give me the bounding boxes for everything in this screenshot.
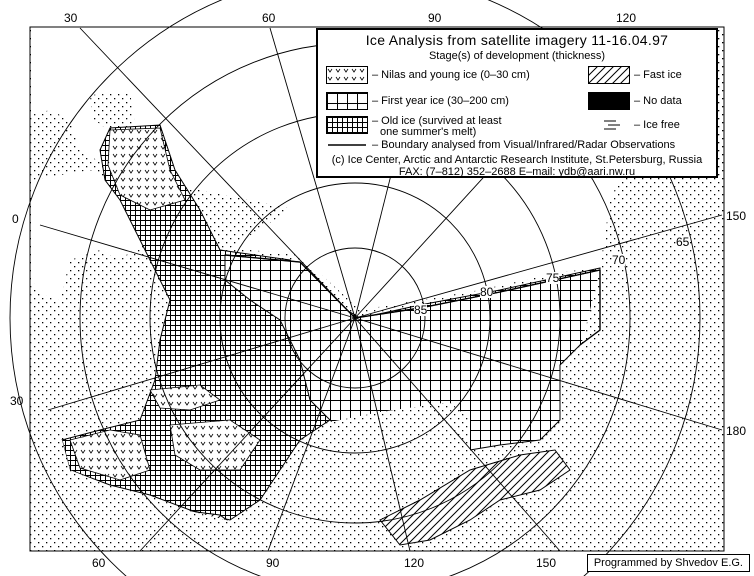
lon-label-bottom-90: 90 bbox=[266, 556, 280, 570]
legend-old-2: one summer's melt) bbox=[380, 126, 477, 138]
lon-label-top-120: 120 bbox=[616, 11, 637, 25]
lon-label-top-60: 60 bbox=[262, 11, 276, 25]
lon-label-bottom-150: 150 bbox=[536, 556, 557, 570]
no-data-swatch bbox=[588, 92, 630, 110]
ice-free-icon bbox=[602, 118, 622, 132]
legend-panel bbox=[316, 28, 718, 178]
lon-label-bottom-60: 60 bbox=[92, 556, 106, 570]
legend-boundary: – Boundary analysed from Visual/Infrared/Radar Observations bbox=[372, 139, 676, 151]
boundary-line-icon bbox=[326, 140, 368, 150]
legend-icefree: – Ice free bbox=[634, 119, 680, 131]
lon-label-bottom-120: 120 bbox=[404, 556, 425, 570]
legend-fast: – Fast ice bbox=[634, 69, 682, 81]
nilas-swatch bbox=[326, 66, 368, 84]
lon-label-top-30: 30 bbox=[64, 11, 78, 25]
credit-box: Programmed by Shvedov E.G. bbox=[587, 554, 750, 572]
lon-label-left-0: 0 bbox=[12, 212, 19, 226]
lon-label-right-150: 150 bbox=[726, 209, 747, 223]
lat-label-65: 65 bbox=[676, 235, 690, 249]
lat-label-75: 75 bbox=[546, 271, 560, 285]
land-alaska-canada bbox=[580, 262, 722, 460]
legend-first-year: – First year ice (30–200 cm) bbox=[372, 95, 509, 107]
lon-label-left-30: 30 bbox=[10, 394, 24, 408]
lat-label-70: 70 bbox=[612, 253, 626, 267]
first-year-swatch bbox=[326, 92, 368, 110]
legend-title: Ice Analysis from satellite imagery 11-16.04.97 bbox=[365, 32, 669, 48]
lat-label-80: 80 bbox=[480, 285, 494, 299]
legend-nilas: – Nilas and young ice (0–30 cm) bbox=[372, 69, 530, 81]
old-ice-swatch bbox=[326, 116, 368, 134]
legend-old-1: – Old ice (survived at least bbox=[372, 115, 502, 127]
legend-nodata: – No data bbox=[634, 95, 682, 107]
fast-ice-swatch bbox=[588, 66, 630, 84]
legend-subtitle: Stage(s) of development (thickness) bbox=[428, 50, 606, 62]
lon-label-top-90: 90 bbox=[428, 11, 442, 25]
lat-label-85: 85 bbox=[414, 303, 428, 317]
legend-copyright: (c) Ice Center, Arctic and Antarctic Research Institute, St.Petersburg, Russia bbox=[331, 154, 703, 166]
lon-label-right-180: 180 bbox=[726, 424, 747, 438]
legend-contact: FAX: (7–812) 352–2688 E–mail: ydb@aari.nw.ru bbox=[398, 166, 636, 178]
